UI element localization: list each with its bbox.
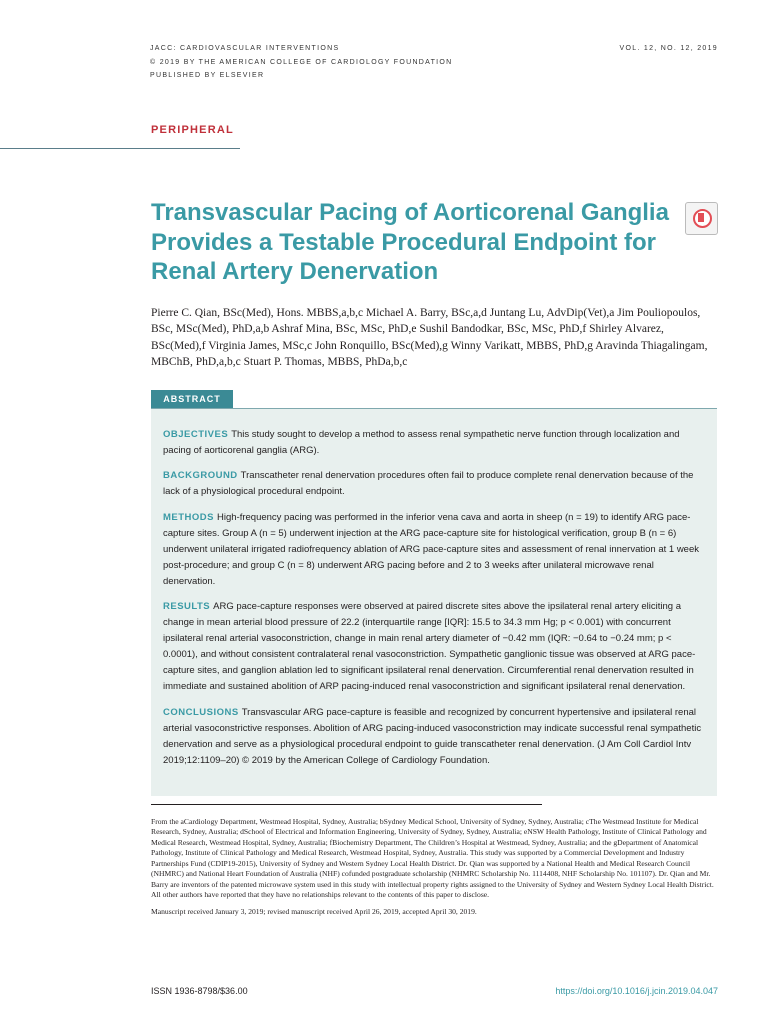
objectives-text: This study sought to develop a method to assess renal sympathetic nerve function through localization and pacing of aorticorenal ganglia (ARG).	[163, 429, 680, 456]
results-heading: RESULTS	[163, 601, 211, 613]
methods-text: High-frequency pacing was performed in the inferior vena cava and aorta in sheep (n = 19) to identify ARG pace-capture sites. Group A (n = 5) underwent injection at the ARG pace-capture site for histological verification, group B (n = 6) underwent unilateral irrigated radiofrequency ablation of ARG pace-capture sites and assessment of renal innervation at 1 week post-procedure; and group C (n = 8) underwent ARG pacing before and 2 to 3 weeks after unilateral microwave renal denervation.	[163, 511, 700, 587]
background-text: Transcatheter renal denervation procedures often fail to produce complete renal denervation because of the lack of a physiological procedural endpoint.	[163, 470, 694, 498]
abstract-conclusions	[163, 705, 708, 769]
methods-heading: METHODS	[163, 511, 214, 523]
abstract-label: ABSTRACT	[151, 390, 233, 408]
author-list	[151, 305, 721, 370]
copyright-line: © 2019 BY THE AMERICAN COLLEGE OF CARDIOLOGY FOUNDATION	[150, 59, 453, 66]
section-divider	[0, 148, 240, 149]
crossmark-icon[interactable]	[685, 202, 718, 235]
volume-info: VOL. 12, NO. 12, 2019	[619, 45, 718, 52]
crossmark-bookmark	[698, 213, 704, 222]
abstract-objectives	[163, 427, 708, 459]
doi-link[interactable]: https://doi.org/10.1016/j.jcin.2019.04.047	[555, 986, 718, 996]
abstract-results	[163, 599, 708, 695]
abstract-body	[163, 427, 708, 778]
results-text: ARG pace-capture responses were observed at paired discrete sites above the ipsilateral renal artery eliciting a change in mean arterial blood pressure of 22.2 (interquartile range [IQR]: 15.5 to 34.3 mm Hg; p < 0.001) with concurrent ipsilateral renal arterial vasoconstriction, change in main renal artery diameter of −0.42 mm (IQR: −0.64 to −0.24 mm; p < 0.0001), and without consistent contralateral renal vasoconstriction. Sympathetic ganglionic tissue was observed at ARG pace-capture sites, and ganglion ablation led to significant ipsilateral renal denervation. Circumferential renal denervation resulted in immediate and sustained abolition of ARP pacing-induced renal vasoconstriction and significant ipsilateral renal denervation.	[163, 601, 696, 693]
background-heading: BACKGROUND	[163, 470, 238, 482]
section-label: PERIPHERAL	[151, 124, 234, 136]
authors-text: Pierre C. Qian, BSc(Med), Hons. MBBS,a,b,c Michael A. Barry, BSc,a,d Juntang Lu, AdvDip(Vet),a Jim Pouliopoulos, BSc, MSc(Med), PhD,a,b Ashraf Mina, BSc, MSc, PhD,e Sushil Bandodkar, BSc, MSc, PhD,f Shirley Alvarez, BSc(Med),f Virginia James, MSc,c John Ronquillo, BSc(Med),g Winny Varikatt, MBBS, PhD,g Aravinda Thiagalingam, MBChB, PhD,a,b,c Stuart P. Thomas, MBBS, PhDa,b,c	[151, 307, 708, 368]
objectives-heading: OBJECTIVES	[163, 429, 229, 440]
abstract-methods	[163, 510, 708, 590]
conclusions-heading: CONCLUSIONS	[163, 706, 239, 718]
journal-name: JACC: CARDIOVASCULAR INTERVENTIONS	[150, 45, 340, 52]
manuscript-dates: Manuscript received January 3, 2019; revised manuscript received April 26, 2019, accepted April 30, 2019.	[151, 906, 477, 916]
article-title: Transvascular Pacing of Aorticorenal Ganglia Provides a Testable Procedural Endpoint for Renal Artery Denervation	[151, 199, 669, 285]
abstract-background	[163, 468, 708, 500]
footnote	[151, 817, 717, 923]
issn-price: ISSN 1936-8798/$36.00	[151, 986, 248, 996]
conclusions-text: Transvascular ARG pace-capture is feasible and recognized by concurrent hypertensive and ipsilateral renal arterial vasoconstrictive responses. Abolition of ARG pacing-induced vasoconstriction may indicate successful renal sympathetic denervation and serve as a physiological procedural endpoint to guide transcatheter renal denervation. (J Am Coll Cardiol Intv 2019;12:1109–20) © 2019 by the American College of Cardiology Foundation.	[163, 706, 702, 766]
publisher-line: PUBLISHED BY ELSEVIER	[150, 72, 265, 79]
footnote-divider	[151, 804, 542, 805]
affiliations-note: From the aCardiology Department, Westmead Hospital, Sydney, Australia; bSydney Medical School, University of Sydney, Sydney, Australia; cThe Westmead Institute for Medical Research, Sydney, Australia; dSchool of Electrical and Information Engineering, University of Sydney, Sydney, Australia; eNSW Health Pathology, Institute of Clinical Pathology and Medical Research, Westmead Hospital, Sydney, Australia; fBiochemistry Department, The Children’s Hospital at Westmead, Sydney, Australia; and the gDepartment of Anatomical Pathology, Institute of Clinical Pathology and Medical Research, Westmead Hospital, Sydney, Australia. This study was supported by a Commercial Development and Industry Partnerships Fund (CDIP19-2015), University of Sydney and Western Sydney Local Health District. Dr. Qian was supported by a National Health and Medical Research Council (NHMRC) and National Heart Foundation of Australia (NHF) cofunded postgraduate scholarship (NHMRC Scholarship No. 1114408, NHF Scholarship No. 101107). Dr. Qian and Mr. Barry are inventors of the patented microwave system used in this study with intellectual property rights assigned to the University of Sydney and Western Sydney Local Health District. All other authors have reported that they have no relationships relevant to the contents of this paper to disclose.	[151, 817, 714, 900]
